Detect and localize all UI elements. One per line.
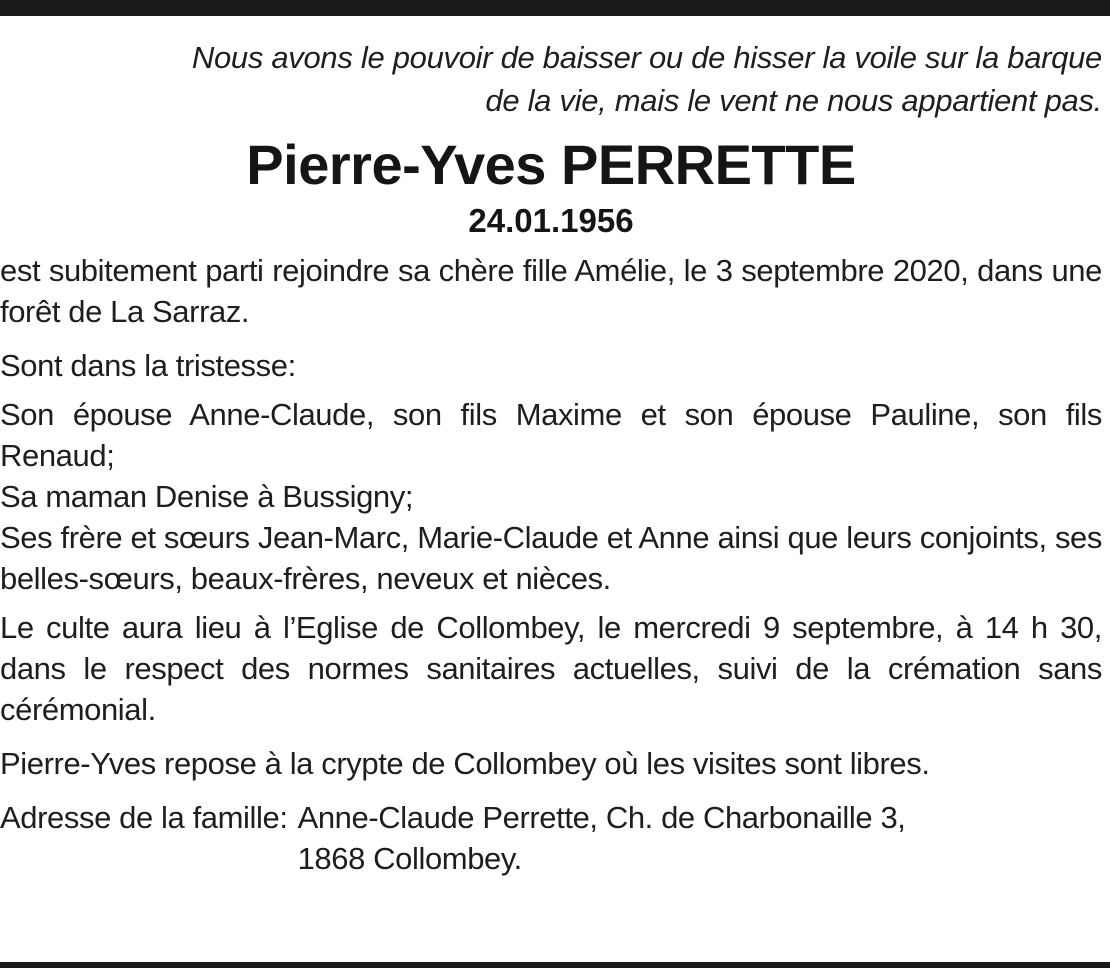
obituary-notice bbox=[0, 36, 1102, 879]
mourner-line: Ses frère et sœurs Jean-Marc, Marie-Claude et Anne ainsi que leurs conjoints, ses belles-sœurs, beaux-frères, neveux et nièces. bbox=[0, 520, 1102, 596]
quote-line-1: Nous avons le pouvoir de baisser ou de hisser la voile sur la barque bbox=[191, 40, 1102, 75]
birth-date: 24.01.1956 bbox=[468, 202, 634, 239]
mourners-intro: Sont dans la tristesse: bbox=[0, 348, 296, 383]
deceased-name: Pierre-Yves PERRETTE bbox=[246, 133, 856, 196]
epigraph-quote bbox=[0, 36, 1102, 122]
family-address bbox=[0, 797, 1102, 879]
announcement-text: est subitement parti rejoindre sa chère fille Amélie, le 3 septembre 2020, dans une forêt de La Sarraz. bbox=[0, 253, 1102, 329]
mourner-line: Sa maman Denise à Bussigny; bbox=[0, 479, 414, 514]
address-line-2: 1868 Collombey. bbox=[297, 841, 522, 876]
address-line-1: Anne-Claude Perrette, Ch. de Charbonaille 3, bbox=[297, 800, 906, 835]
rest-place-text: Pierre-Yves repose à la crypte de Collombey où les visites sont libres. bbox=[0, 746, 930, 781]
top-border-rule bbox=[0, 0, 1110, 16]
service-details: Le culte aura lieu à l’Eglise de Collombey, le mercredi 9 septembre, à 14 h 30, dans le respect des normes sanitaires actuelles, suivi de la crémation sans cérémonial. bbox=[0, 610, 1102, 727]
address-lines bbox=[298, 797, 906, 879]
quote-line-2: de la vie, mais le vent ne nous appartient pas. bbox=[485, 83, 1102, 118]
address-label: Adresse de la famille: bbox=[0, 800, 288, 835]
mourner-line: Son épouse Anne-Claude, son fils Maxime et son épouse Pauline, son fils Renaud; bbox=[0, 397, 1102, 473]
bottom-border-rule bbox=[0, 962, 1110, 968]
